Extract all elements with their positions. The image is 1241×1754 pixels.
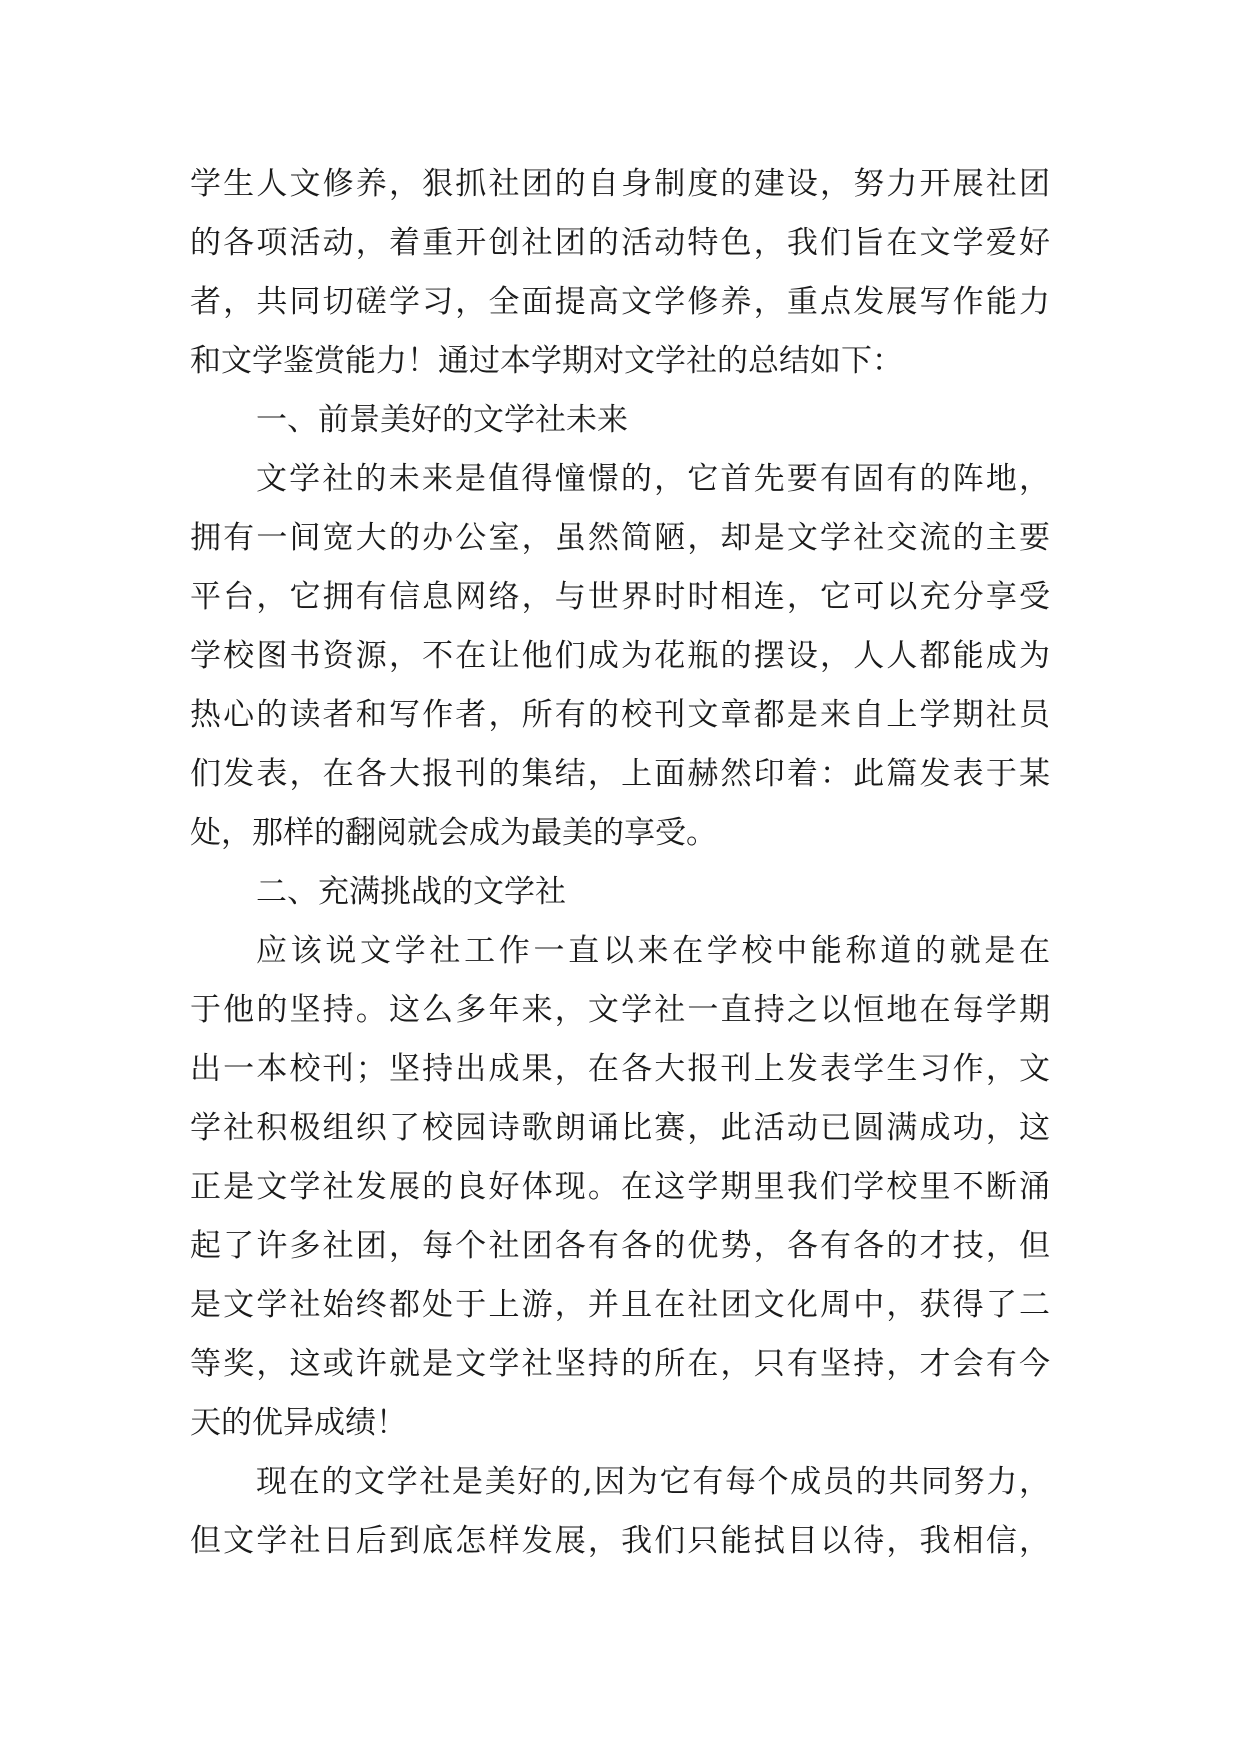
text-line: 学校图书资源，不在让他们成为花瓶的摆设，人人都能成为 [190,638,1050,674]
document-body [190,155,1050,1571]
text-line: 们发表，在各大报刊的集结，上面赫然印着：此篇发表于某 [190,756,1050,792]
text-line: 应该说文学社工作一直以来在学校中能称道的就是在 [256,933,1050,969]
text-line: 热心的读者和写作者，所有的校刊文章都是来自上学期社员 [190,697,1050,733]
text-line: 正是文学社发展的良好体现。在这学期里我们学校里不断涌 [190,1169,1050,1205]
text-line: 学社积极组织了校园诗歌朗诵比赛，此活动已圆满成功，这 [190,1110,1050,1146]
text-line: 学生人文修养，狠抓社团的自身制度的建设，努力开展社团 [190,166,1050,202]
text-line: 等奖，这或许就是文学社坚持的所在，只有坚持，才会有今 [190,1346,1050,1382]
text-line: 拥有一间宽大的办公室，虽然简陋，却是文学社交流的主要 [190,520,1050,556]
text-line: 但文学社日后到底怎样发展，我们只能拭目以待，我相信， [190,1523,1050,1559]
section-heading-2: 二、充满挑战的文学社 [256,874,566,910]
text-line: 是文学社始终都处于上游，并且在社团文化周中，获得了二 [190,1287,1050,1323]
text-line: 现在的文学社是美好的,因为它有每个成员的共同努力， [256,1464,1050,1500]
text-line: 文学社的未来是值得憧憬的，它首先要有固有的阵地， [256,461,1050,497]
text-line: 出一本校刊；坚持出成果，在各大报刊上发表学生习作，文 [190,1051,1050,1087]
text-line: 处，那样的翻阅就会成为最美的享受。 [190,815,717,851]
text-line: 者，共同切磋学习，全面提高文学修养，重点发展写作能力 [190,284,1050,320]
text-line: 的各项活动，着重开创社团的活动特色，我们旨在文学爱好 [190,225,1050,261]
section-heading-1: 一、前景美好的文学社未来 [256,402,628,438]
text-line: 和文学鉴赏能力！通过本学期对文学社的总结如下： [190,343,903,379]
text-line: 起了许多社团，每个社团各有各的优势，各有各的才技，但 [190,1228,1050,1264]
text-line: 天的优异成绩！ [190,1405,407,1441]
text-line: 于他的坚持。这么多年来，文学社一直持之以恒地在每学期 [190,992,1050,1028]
text-line: 平台，它拥有信息网络，与世界时时相连，它可以充分享受 [190,579,1050,615]
